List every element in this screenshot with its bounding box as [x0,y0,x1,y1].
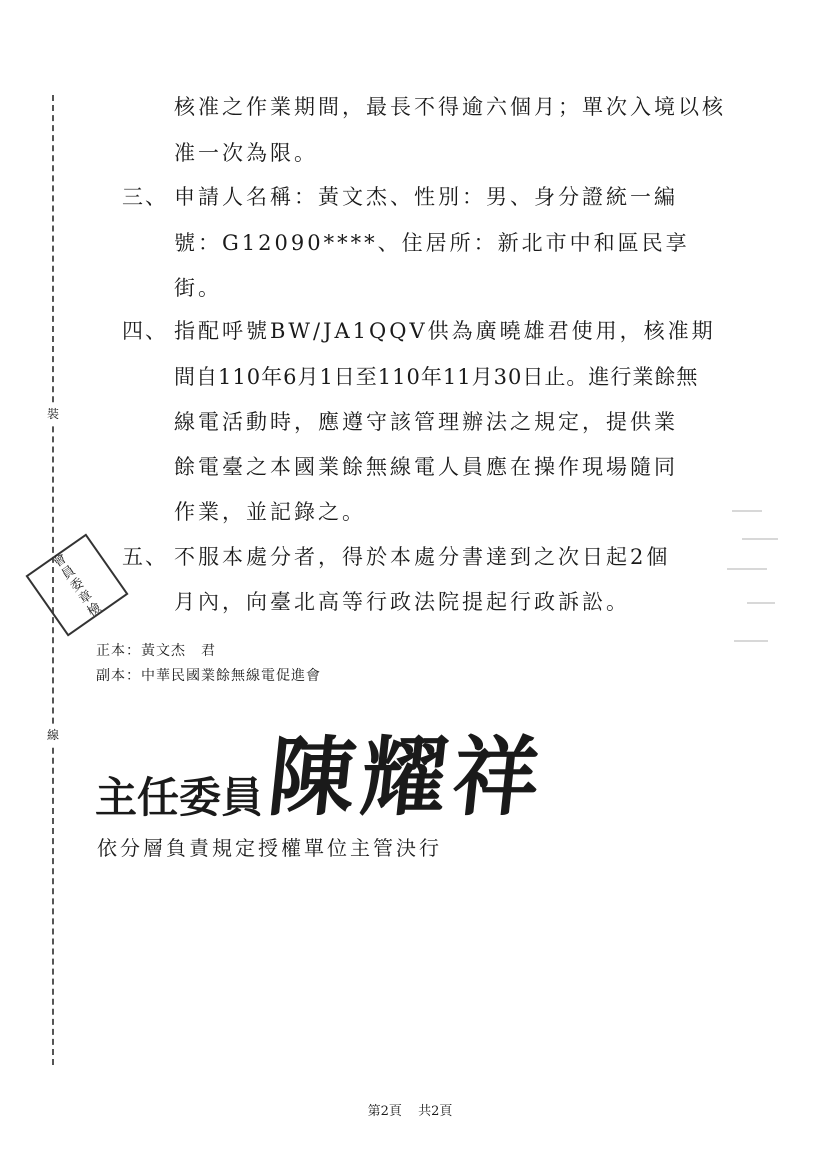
stamp-char: 會 [50,550,70,571]
page-total: 共2頁 [418,1104,453,1119]
authority-note: 依分層負責規定授權單位主管決行 [97,836,442,860]
stamp-char: 委 [67,575,87,595]
paragraph-line: 餘電臺之本國業餘無線電人員應在操作現場隨同 [174,455,678,479]
paragraph-line: 街。 [174,276,222,300]
item-number-4: 四、 [122,319,168,343]
item-number-5: 五、 [122,545,168,569]
paragraph-line: 申請人名稱：黃文杰、性別：男、身分證統一編 [174,185,678,209]
paragraph-line: 不服本處分者，得於本處分書達到之次日起2個 [174,545,671,569]
binding-mark-bottom: 線 [44,726,62,744]
paragraph-line: 核准之作業期間，最長不得逾六個月；單次入境以核 [174,95,726,119]
paragraph-line: 線電活動時，應遵守該管理辦法之規定，提供業 [174,410,678,434]
review-stamp [25,533,128,636]
paragraph-line: 月內，向臺北高等行政法院提起行政訴訟。 [174,590,630,614]
scan-edge-marks [722,510,782,660]
chairperson-signature [95,718,551,828]
page-footer [0,1103,820,1121]
paragraph-line: 指配呼號BW/JA1QQV供為廣曉雄君使用，核准期 [174,319,716,343]
binding-mark-top: 裝 [44,405,62,423]
recipient-original: 正本：黃文杰 君 [96,643,216,659]
signature-name: 陳耀祥 [263,728,551,828]
page-number: 第2頁 [367,1104,402,1119]
stamp-char: 檢 [84,599,104,620]
signature-title: 主任委員 [95,773,264,822]
paragraph-line: 間自110年6月1日至110年11月30日止。進行業餘無 [174,365,699,389]
paragraph-line: 號：G12090****、住居所：新北市中和區民享 [174,231,690,255]
recipient-copy: 副本：中華民國業餘無線電促進會 [96,668,321,684]
stamp-char: 員 [58,562,79,583]
item-number-3: 三、 [122,185,168,209]
paragraph-line: 作業，並記錄之。 [174,500,366,524]
paragraph-line: 准一次為限。 [174,141,318,165]
stamp-char: 章 [75,587,96,608]
